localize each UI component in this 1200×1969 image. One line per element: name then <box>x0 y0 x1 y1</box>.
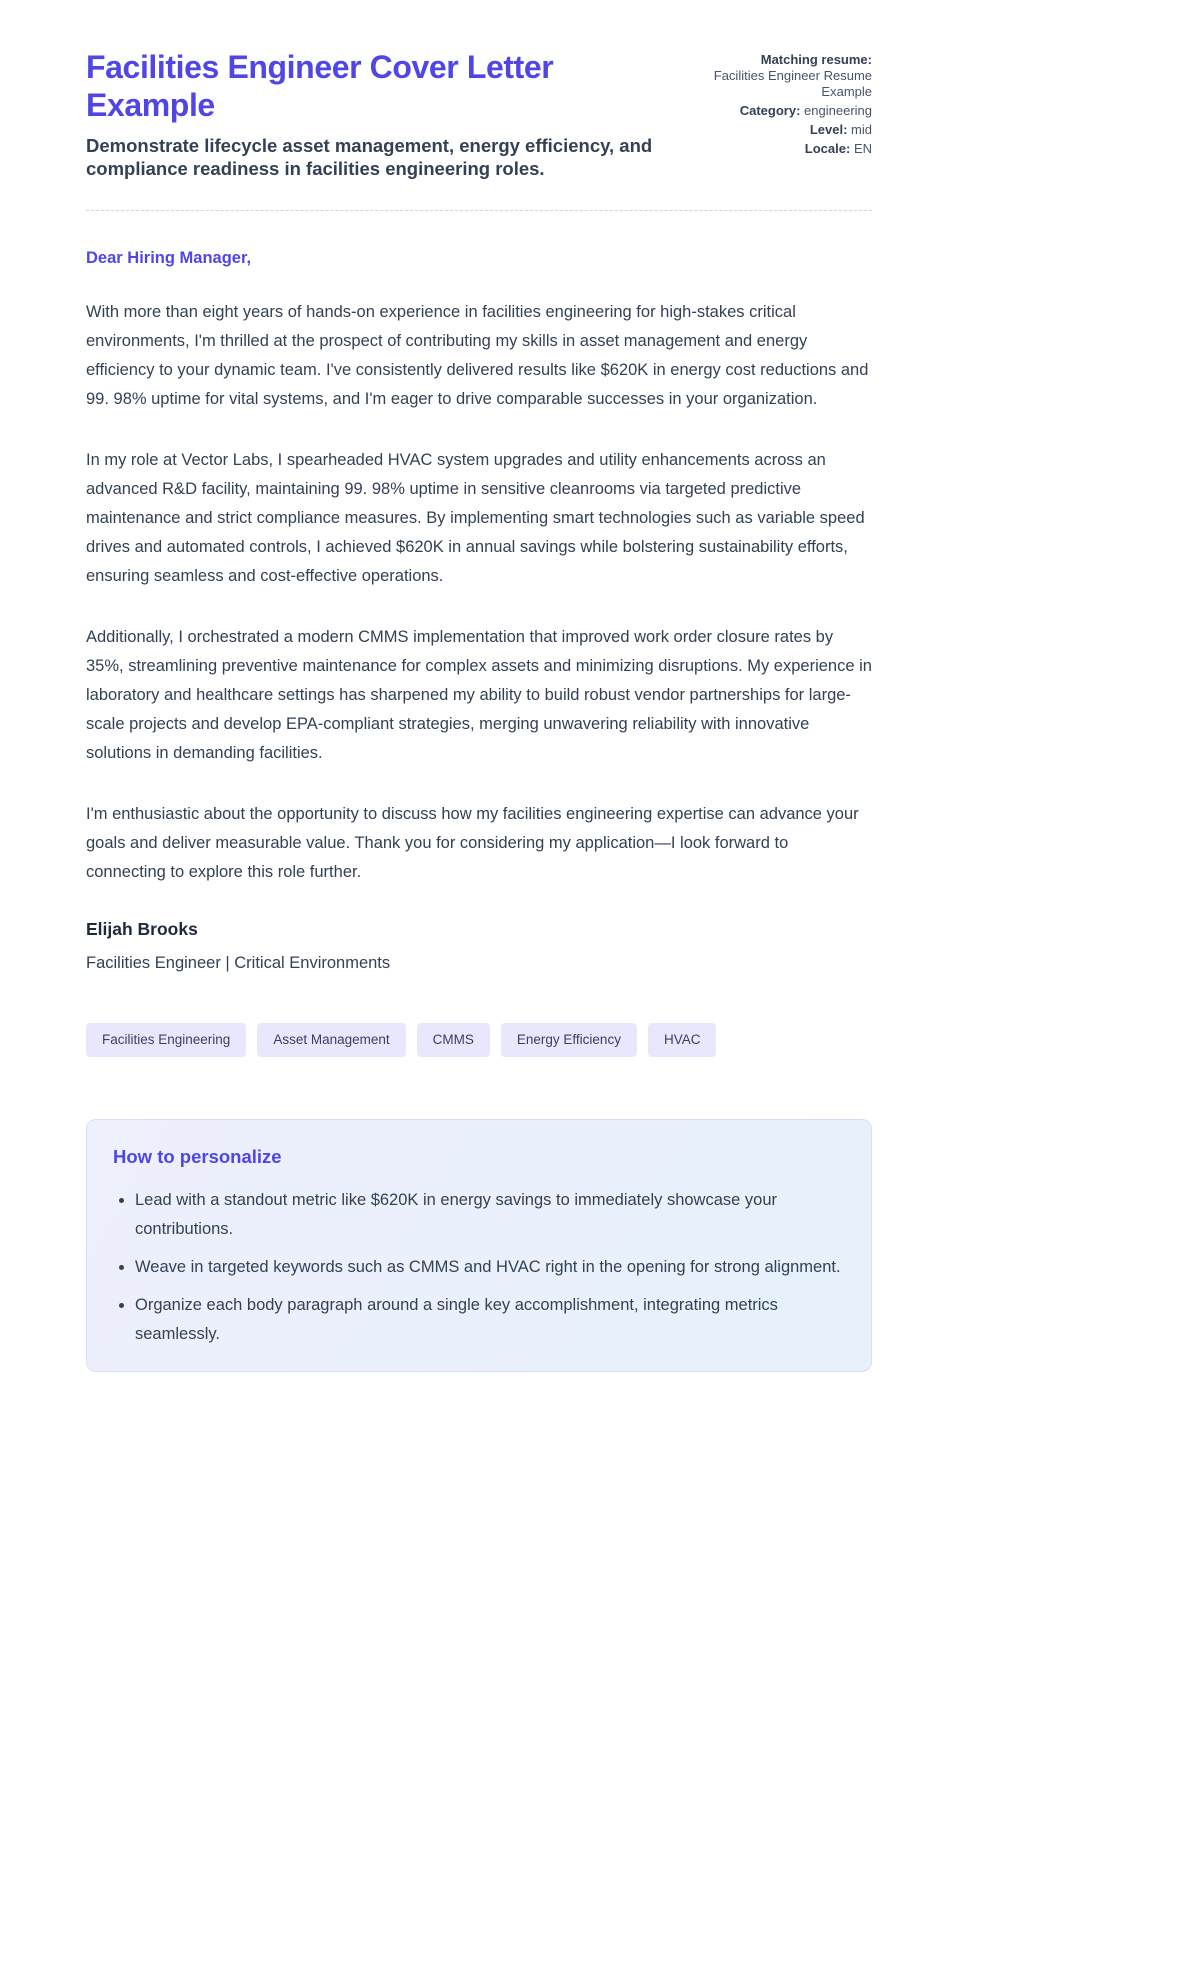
matching-resume-label: Matching resume: <box>760 52 872 67</box>
level-label: Level: <box>809 122 848 137</box>
personalize-tip: • Weave in targeted keywords such as CMMS and HVAC right in the opening for strong alignment. <box>135 1253 843 1282</box>
divider <box>86 210 872 211</box>
letter-paragraph: I'm enthusiastic about the opportunity to discuss how my facilities engineering expertise can advance your goals and deliver measurable value. Thank you for considering my application—I look forward to connecting to explore this role further. <box>86 805 859 881</box>
personalize-tips <box>111 1186 843 1349</box>
letter-paragraph: In my role at Vector Labs, I spearheaded HVAC system upgrades and utility enhancements across an advanced R&D facility, maintaining 99. 98% uptime in sensitive cleanrooms via targeted predictive maintenance and strict compliance measures. By implementing smart technologies such as variable speed drives and automated controls, I achieved $620K in annual savings while bolstering sustainability efforts, ensuring seamless and cost-effective operations. <box>86 451 865 585</box>
tag-chip: Energy Efficiency <box>501 1023 637 1057</box>
tag-chip: Facilities Engineering <box>86 1023 246 1057</box>
matching-resume-value: Facilities Engineer Resume Example <box>713 68 872 99</box>
personalize-heading: How to personalize <box>113 1145 282 1167</box>
page-subtitle: Demonstrate lifecycle asset management, energy efficiency, and compliance readiness in facilities engineering roles. <box>86 135 653 179</box>
locale-label: Locale: <box>804 141 851 156</box>
signature-title: Facilities Engineer | Critical Environments <box>86 954 391 972</box>
matching-resume-row <box>692 52 872 100</box>
letter-paragraph: Additionally, I orchestrated a modern CMMS implementation that improved work order closure rates by 35%, streamlining preventive maintenance for complex assets and minimizing disruptions. My experience in laboratory and healthcare settings has sharpened my ability to build robust vendor partnerships for large-scale projects and develop EPA-compliant strategies, merging unwavering reliability with innovative solutions in demanding facilities. <box>86 628 872 762</box>
salutation: Dear Hiring Manager, <box>86 249 252 267</box>
category-row <box>692 103 872 119</box>
tag-chip: CMMS <box>417 1023 490 1057</box>
signature-name: Elijah Brooks <box>86 919 198 939</box>
page-header <box>86 48 872 180</box>
level-row <box>692 122 872 138</box>
resume-meta <box>692 48 872 160</box>
page-title: Facilities Engineer Cover Letter Example <box>86 49 554 123</box>
tag-chip: Asset Management <box>257 1023 405 1057</box>
personalize-tip: • Lead with a standout metric like $620K in energy savings to immediately showcase your contributions. <box>135 1186 843 1244</box>
level-value: mid <box>851 122 872 137</box>
category-value: engineering <box>804 103 872 118</box>
letter-paragraph: With more than eight years of hands-on experience in facilities engineering for high-stakes critical environments, I'm thrilled at the prospect of contributing my skills in asset management and energy efficiency to your dynamic team. I've consistently delivered results like $620K in energy cost reductions and 99. 98% uptime for vital systems, and I'm eager to drive comparable successes in your organization. <box>86 303 869 408</box>
locale-value: EN <box>853 141 872 156</box>
tag-chip: HVAC <box>648 1023 717 1057</box>
letter-body <box>86 249 872 973</box>
locale-row <box>692 141 872 157</box>
category-label: Category: <box>739 103 801 118</box>
personalize-tip: • Organize each body paragraph around a single key accomplishment, integrating metrics seamlessly. <box>135 1291 843 1349</box>
personalize-box <box>86 1119 872 1372</box>
title-block <box>86 48 674 180</box>
cover-letter-page <box>86 0 872 1372</box>
tag-list <box>86 1023 872 1057</box>
